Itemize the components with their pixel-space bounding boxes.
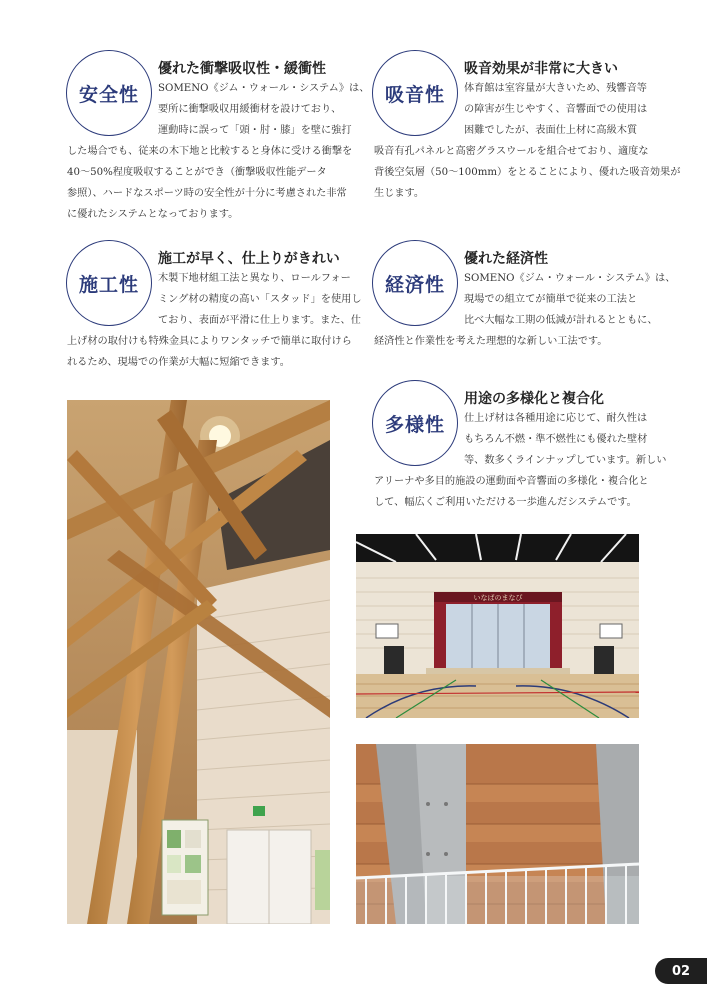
text-line: 木製下地材組工法と異なり、ロールフォー	[158, 273, 351, 284]
title-acoustic: 吸音効果が非常に大きい	[464, 61, 618, 77]
text-line: SOMENO《ジム・ウォール・システム》は、	[158, 83, 370, 94]
text-line: した場合でも、従来の木下地と比較すると身体に受ける衝撃を	[67, 146, 353, 157]
text-line: して、幅広くご利用いただける一歩進んだシステムです。	[374, 497, 637, 508]
badge-diversity: 多様性	[372, 380, 458, 466]
text-line: 困難でしたが、表面仕上材に高級木質	[464, 125, 638, 136]
badge-safety: 安全性	[66, 50, 152, 136]
title-economy: 優れた経済性	[464, 251, 548, 267]
text-line: もちろん不燃・準不燃性にも優れた壁材	[464, 434, 648, 445]
text-line: 40〜50%程度吸収することができ（衝撃吸収性能データ	[67, 167, 327, 178]
text-line: 吸音有孔パネルと高密グラスウールを組合せており、適度な	[374, 146, 649, 157]
concrete-pillar-wall-photo	[356, 744, 639, 924]
badge-economy: 経済性	[372, 240, 458, 326]
text-line: 体育館は室容量が大きいため、残響音等	[464, 83, 647, 94]
text-line: 現場での組立てが簡単で従来の工法と	[464, 294, 638, 305]
text-line: 参照）、ハードなスポーツ時の安全性が十分に考慮された非常	[67, 188, 347, 199]
gymnasium-stage-photo	[356, 534, 639, 718]
text-line: ており、表面が平滑に仕上ります。また、仕	[158, 315, 361, 326]
text-line: SOMENO《ジム・ウォール・システム》は、	[464, 273, 676, 284]
text-line: の障害が生じやすく、音響面での使用は	[464, 104, 648, 115]
text-line: 運動時に誤って「頭・肘・膝」を壁に強打	[158, 125, 352, 136]
text-line: ミング材の精度の高い「スタッド」を使用し	[158, 294, 362, 305]
text-line: 上げ材の取付けも特殊金具によりワンタッチで簡単に取付けら	[67, 336, 352, 347]
text-line: アリーナや多目的施設の運動面や音響面の多様化・複合化と	[374, 476, 649, 487]
badge-construction: 施工性	[66, 240, 152, 326]
stage-sign: いなばのまなび	[473, 594, 523, 602]
page-number: 02	[655, 958, 707, 984]
badge-acoustic: 吸音性	[372, 50, 458, 136]
title-safety: 優れた衝撃吸収性・緩衝性	[158, 61, 326, 77]
text-line: 仕上げ材は各種用途に応じて、耐久性は	[464, 413, 648, 424]
text-line: 経済性と作業性を考えた理想的な新しい工法です。	[374, 336, 608, 347]
text-line: 要所に衝撃吸収用緩衝材を設けており、	[158, 104, 342, 115]
text-line: に優れたシステムとなっております。	[67, 209, 239, 220]
title-construction: 施工が早く、仕上りがきれい	[158, 251, 340, 267]
text-line: 等、数多くラインナップしています。新しい	[464, 455, 667, 466]
text-line: れるため、現場での作業が大幅に短縮できます。	[67, 357, 290, 368]
wood-truss-gym-photo	[67, 400, 330, 924]
title-diversity: 用途の多様化と複合化	[464, 391, 604, 407]
text-line: 比べ大幅な工期の低減が計れるとともに、	[464, 315, 658, 326]
text-line: 背後空気層（50〜100mm）をとることにより、優れた吸音効果が	[374, 167, 681, 178]
text-line: 生じます。	[374, 188, 425, 199]
